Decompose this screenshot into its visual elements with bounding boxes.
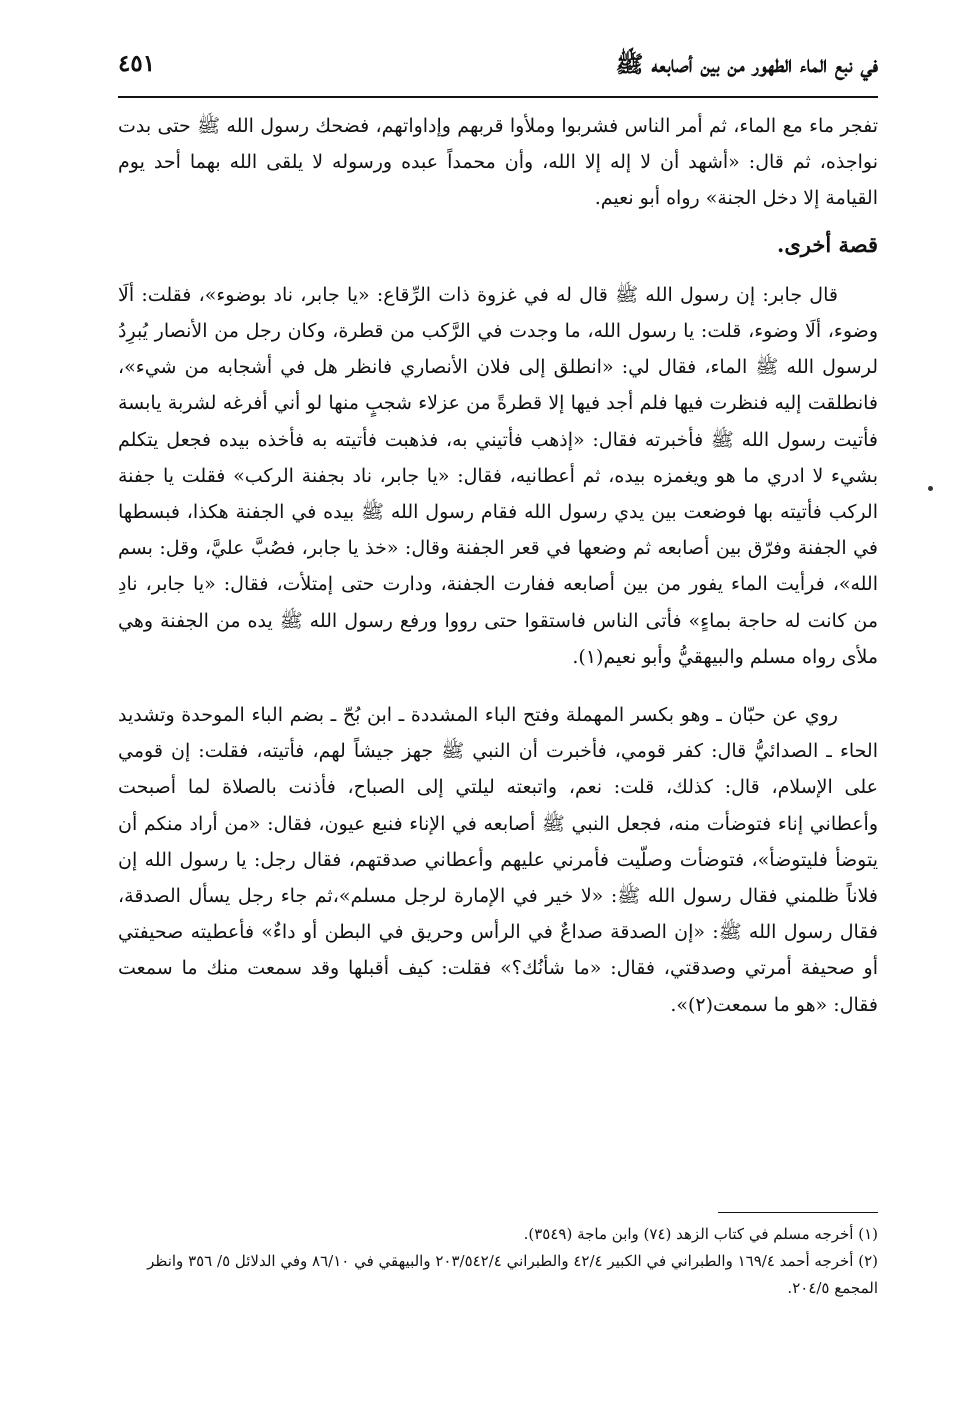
footnote-2: (٢) أخرجه أحمد ١٦٩/٤ والطبراني في الكبير ٤٢/٤ والطبراني ٢٠٣/٥٤٢/٤ والبيهقي في ٨٦/١٠ وفي الدلائل ٥/ ٣٥٦ وانظر المجمع ٢٠٤/٥. (147, 1252, 878, 1297)
section-heading: قصة أخرى. (777, 231, 878, 257)
paragraph-continuation: تفجر ماء مع الماء، ثم أمر الناس فشربوا وملأوا قربهم وإداواتهم، فضحك رسول الله ﷺ حتى بدت نواجذه، ثم قال: «أشهد أن لا إله إلا الله، وأن محمداً عبده ورسوله لا يلقى الله بهما أحد يوم القيامة إلا دخل الجنة» رواه أبو نعيم. (118, 115, 878, 210)
header-divider (118, 96, 878, 98)
main-text (118, 100, 878, 1023)
footnote-divider (718, 1212, 878, 1213)
paragraph-hibban-story: روي عن حبّان ـ وهو بكسر المهملة وفتح الباء المشددة ـ ابن بُحّ ـ بضم الباء الموحدة وتشديد الحاء ـ الصدائيُّ قال: كفر قومي، فأخبرت أن النبي ﷺ جهز جيشاً لهم، فأتيته، فقلت: إن قومي على الإسلام، قال: كذلك، قلت: نعم، واتبعته ليلتي إلى الصباح، فأذنت بالصلاة لما أصبحت وأعطاني إناء فتوضأت منه، فجعل النبي ﷺ أصابعه في الإناء فنبع عيون، فقال: «من أراد منكم أن يتوضأ فليتوضأ»، فتوضأت وصلّيت فأمرني عليهم وأعطاني صدقتهم، فقال رجل: يا رسول الله إن فلاناً ظلمني فقال رسول الله ﷺ: «لا خير في الإمارة لرجل مسلم»،ثم جاء رجل يسأل الصدقة، فقال رسول الله ﷺ: «إن الصدقة صداعٌ في الرأس وحريق في البطن أو داءٌ» فأعطيته صحيفتي أو صحيفة أمرتي وصدقتي، فقال: «ما شأنُك؟» فقلت: كيف أقبلها وقد سمعت منك ما سمعت فقال: «هو ما سمعت(٢)». (118, 704, 878, 1016)
footnote-1: (١) أخرجه مسلم في كتاب الزهد (٧٤) وابن ماجة (٣٥٤٩). (523, 1225, 878, 1243)
page-number: ٤٥١ (118, 50, 156, 77)
page-header (118, 40, 878, 98)
paragraph-jabir-story: قال جابر: إن رسول الله ﷺ قال له في غزوة ذات الرِّقاع: «يا جابر، ناد بوضوء»، فقلت: ألَا وضوء، ألَا وضوء، قلت: يا رسول الله، ما وجدت في الرَّكب من قطرة، وكان رجل من الأنصار يُبرِدُ لرسول الله ﷺ الماء، فقال لي: «انطلق إلى فلان الأنصاري فانظر هل في أشجابه من شيء»، فانطلقت إليه فنظرت فيها فلم أجد فيها إلا قطرةً من عزلاء شجبٍ منها لو أني أفرغه لشربة يابسة فأتيت رسول الله ﷺ فأخبرته فقال: «إذهب فأتيني به، فذهبت فأتيته به فأخذه بيده فجعل يتكلم بشيء لا ادري ما هو ويغمزه بيده، ثم أعطانيه، فقال: «يا جابر، ناد بجفنة الركب» فقلت يا جفنة الركب فأتيته بها فوضعت بين يدي رسول الله فقام رسول الله ﷺ بيده في الجفنة هكذا، فبسطها في الجفنة وفرّق بين أصابعه ثم وضعها في قعر الجفنة وقال: «خذ يا جابر، فصُبَّ عليَّ، وقل: بسم الله»، فرأيت الماء يفور من بين أصابعه ففارت الجفنة، ودارت حتى إمتلأت، فقال: «يا جابر، نادِ من كانت له حاجة بماءٍ» فأتى الناس فاستقوا حتى رووا ورفع رسول الله ﷺ يده من الجفنة وهي ملأى رواه مسلم والبيهقيُّ وأبو نعيم(١). (118, 283, 878, 668)
running-title: في نبع الماء الطهور من بين أصابعه ﷺ (615, 51, 878, 78)
margin-mark (928, 486, 933, 491)
footnotes (118, 1212, 878, 1302)
